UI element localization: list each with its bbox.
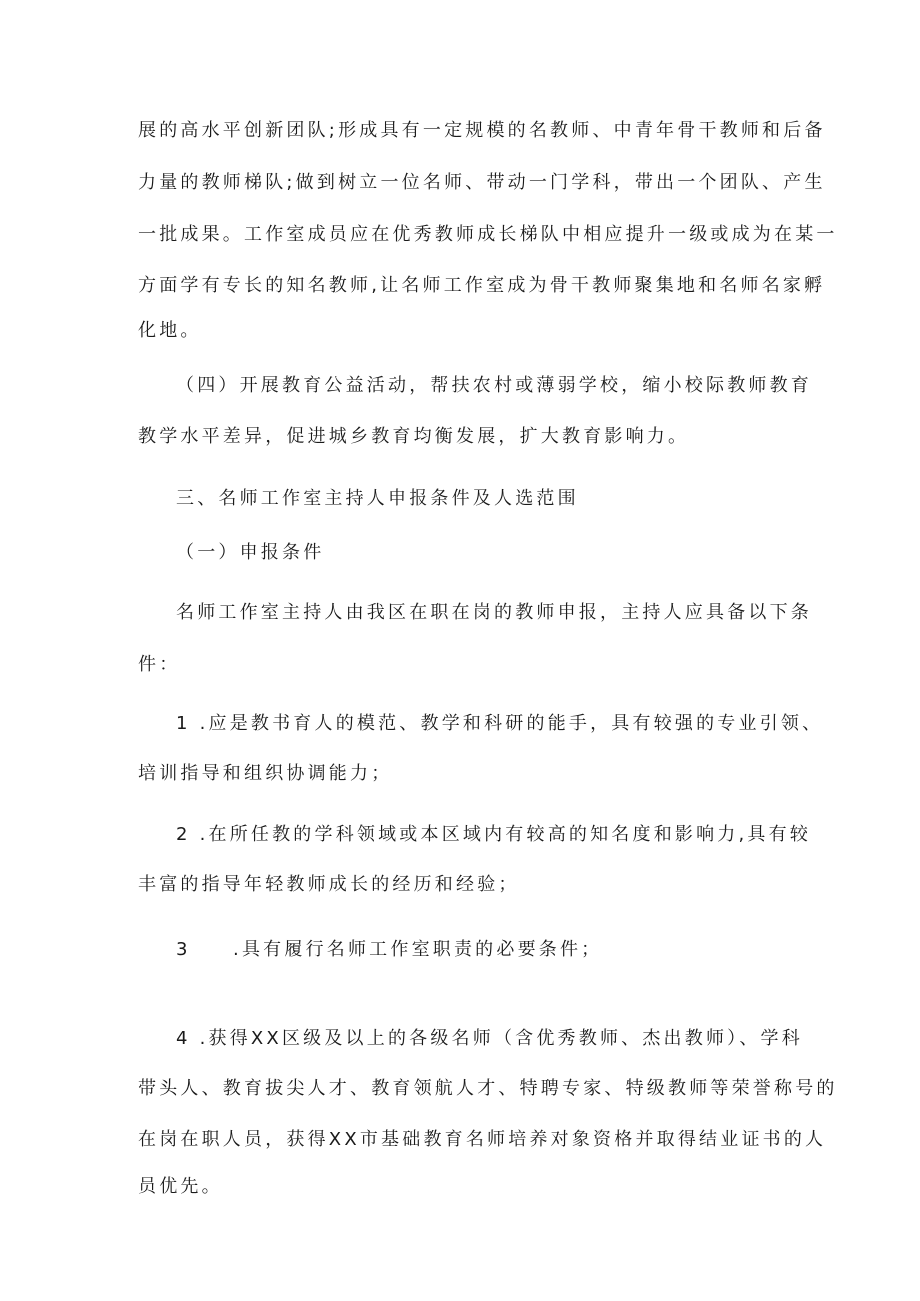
list-item-line: 带头人、教育拔尖人才、教育领航人才、特聘专家、特级教师等荣誉称号的 xyxy=(138,1078,838,1099)
paragraph-line: 化地。 xyxy=(138,320,202,341)
list-item-line: 3 .具有履行名师工作室职责的必要条件； xyxy=(176,939,603,960)
paragraph-line: 方面学有专长的知名教师,让名师工作室成为骨干教师聚集地和名师名家孵 xyxy=(138,275,826,296)
list-item-line: 在岗在职人员，获得XX市基础教育名师培养对象资格并取得结业证书的人 xyxy=(138,1129,827,1150)
paragraph-line: 教学水平差异，促进城乡教育均衡发展，扩大教育影响力。 xyxy=(138,426,690,447)
section-heading: 三、名师工作室主持人申报条件及人选范围 xyxy=(176,488,579,509)
paragraph-line: 名师工作室主持人由我区在职在岗的教师申报，主持人应具备以下条 xyxy=(176,602,812,623)
paragraph-line: （四）开展教育公益活动，帮扶农村或薄弱学校，缩小校际教师教育 xyxy=(176,375,812,396)
list-item-line: 2 .在所任教的学科领域或本区域内有较高的知名度和影响力,具有较 xyxy=(176,824,812,845)
paragraph-line: 一批成果。工作室成员应在优秀教师成长梯队中相应提升一级或成为在某一 xyxy=(138,224,838,245)
list-item-line: 员优先。 xyxy=(138,1176,223,1197)
paragraph-line: 力量的教师梯队;做到树立一位名师、带动一门学科，带出一个团队、产生 xyxy=(138,172,826,193)
list-item-line: 培训指导和组织协调能力； xyxy=(138,763,393,784)
paragraph-line: 展的高水平创新团队;形成具有一定规模的名教师、中青年骨干教师和后备 xyxy=(138,120,826,141)
list-item-line: 1 .应是教书育人的模范、教学和科研的能手，具有较强的专业引领、 xyxy=(176,713,824,734)
list-item-line: 4 .获得XX区级及以上的各级名师（含优秀教师、杰出教师）、学科 xyxy=(176,1028,803,1049)
subsection-heading: （一）申报条件 xyxy=(176,542,325,563)
list-item-line: 丰富的指导年轻教师成长的经历和经验； xyxy=(138,874,520,895)
paragraph-line: 件： xyxy=(138,654,181,675)
